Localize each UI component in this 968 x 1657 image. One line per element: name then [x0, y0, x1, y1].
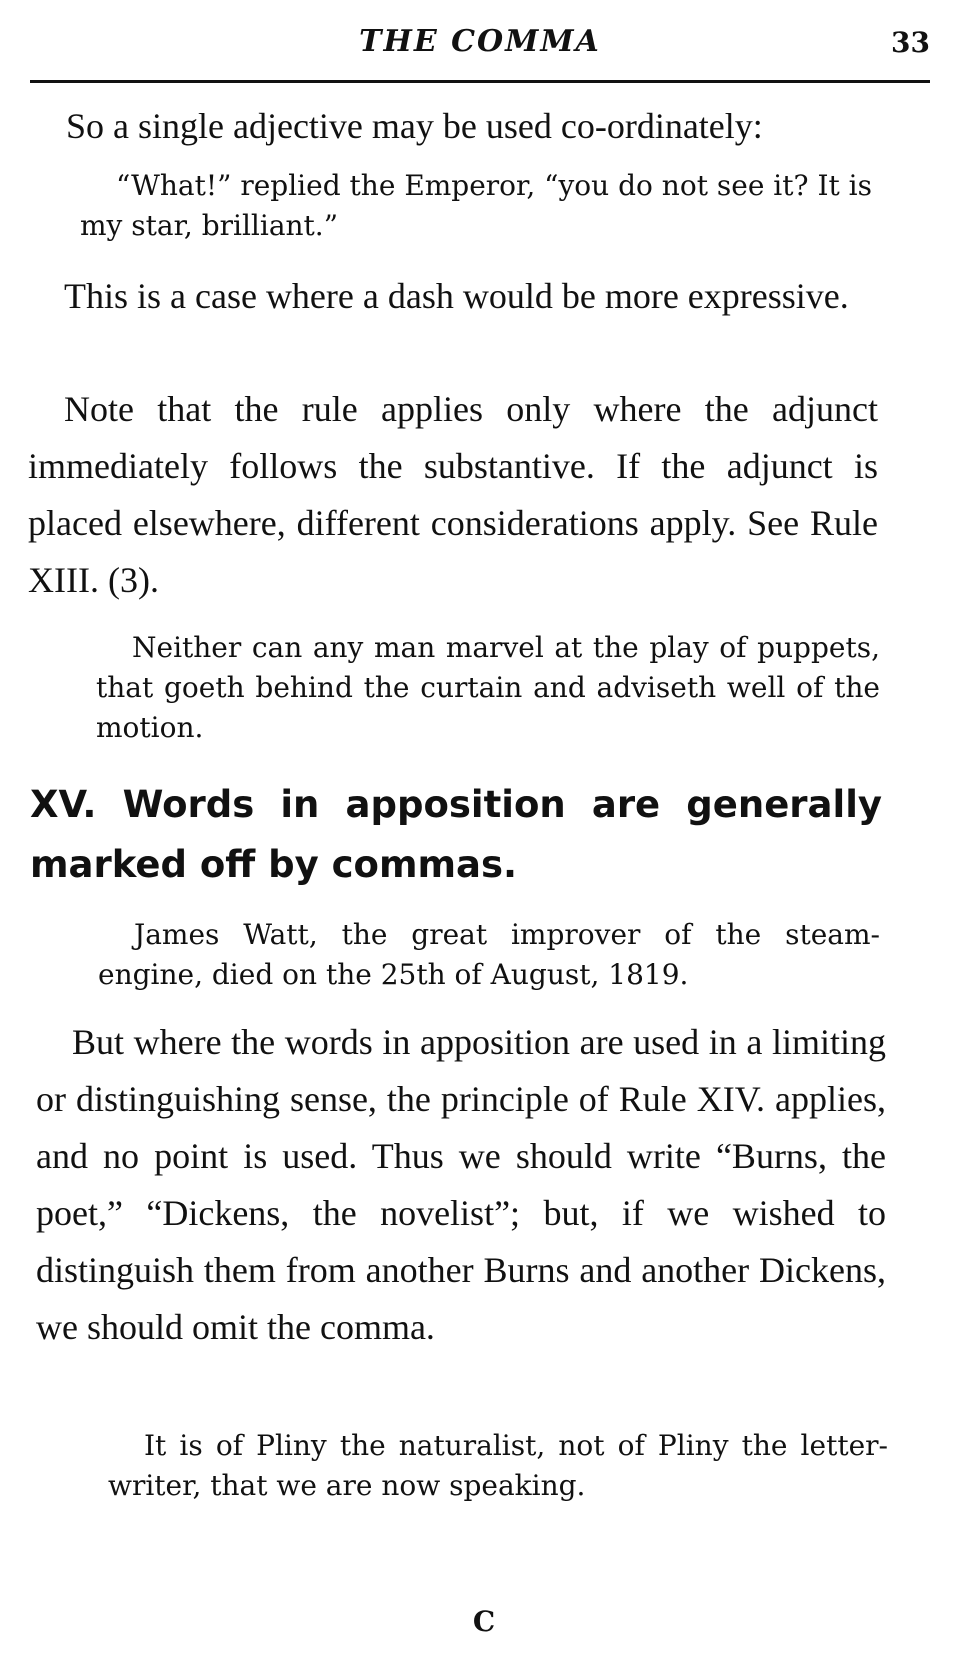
page-header	[30, 22, 930, 72]
paragraph-apposition: But where the words in apposition are used in a limiting or distinguishing sense, the principle of Rule XIV. applies, and no point is used. Thus we should write “Burns, the poet,” “Dickens, the novelist”; but, if we wished to distinguish them from another Burns and another Dickens, we should omit the comma.	[36, 1022, 886, 1347]
header-rule	[30, 80, 930, 83]
paragraph-rule-note: Note that the rule applies only where the adjunct immediately follows the substantive. If the adjunct is placed elsewhere, different considerations apply. See Rule XIII. (3).	[28, 389, 878, 600]
running-title: THE COMMA	[359, 24, 601, 59]
quotation-james-watt: James Watt, the great improver of the steam-engine, died on the 25th of August, 1819.	[98, 918, 880, 991]
quotation-emperor: “What!” replied the Emperor, “you do not see it? It is my star, brilliant.”	[80, 169, 872, 242]
quotation-pliny: It is of Pliny the naturalist, not of Pliny the letter-writer, that we are now speaking.	[108, 1429, 888, 1502]
paragraph-intro: So a single adjective may be used co-ordinately:	[66, 106, 763, 146]
quotation-puppets: Neither can any man marvel at the play of puppets, that goeth behind the curtain and adviseth well of the motion.	[96, 631, 880, 744]
page-number: 33	[891, 26, 930, 59]
signature-mark: C	[472, 1605, 496, 1638]
paragraph-dash-note: This is a case where a dash would be more expressive.	[64, 276, 849, 316]
rule-xv-heading: XV. Words in apposition are generally marked off by commas.	[30, 783, 882, 886]
